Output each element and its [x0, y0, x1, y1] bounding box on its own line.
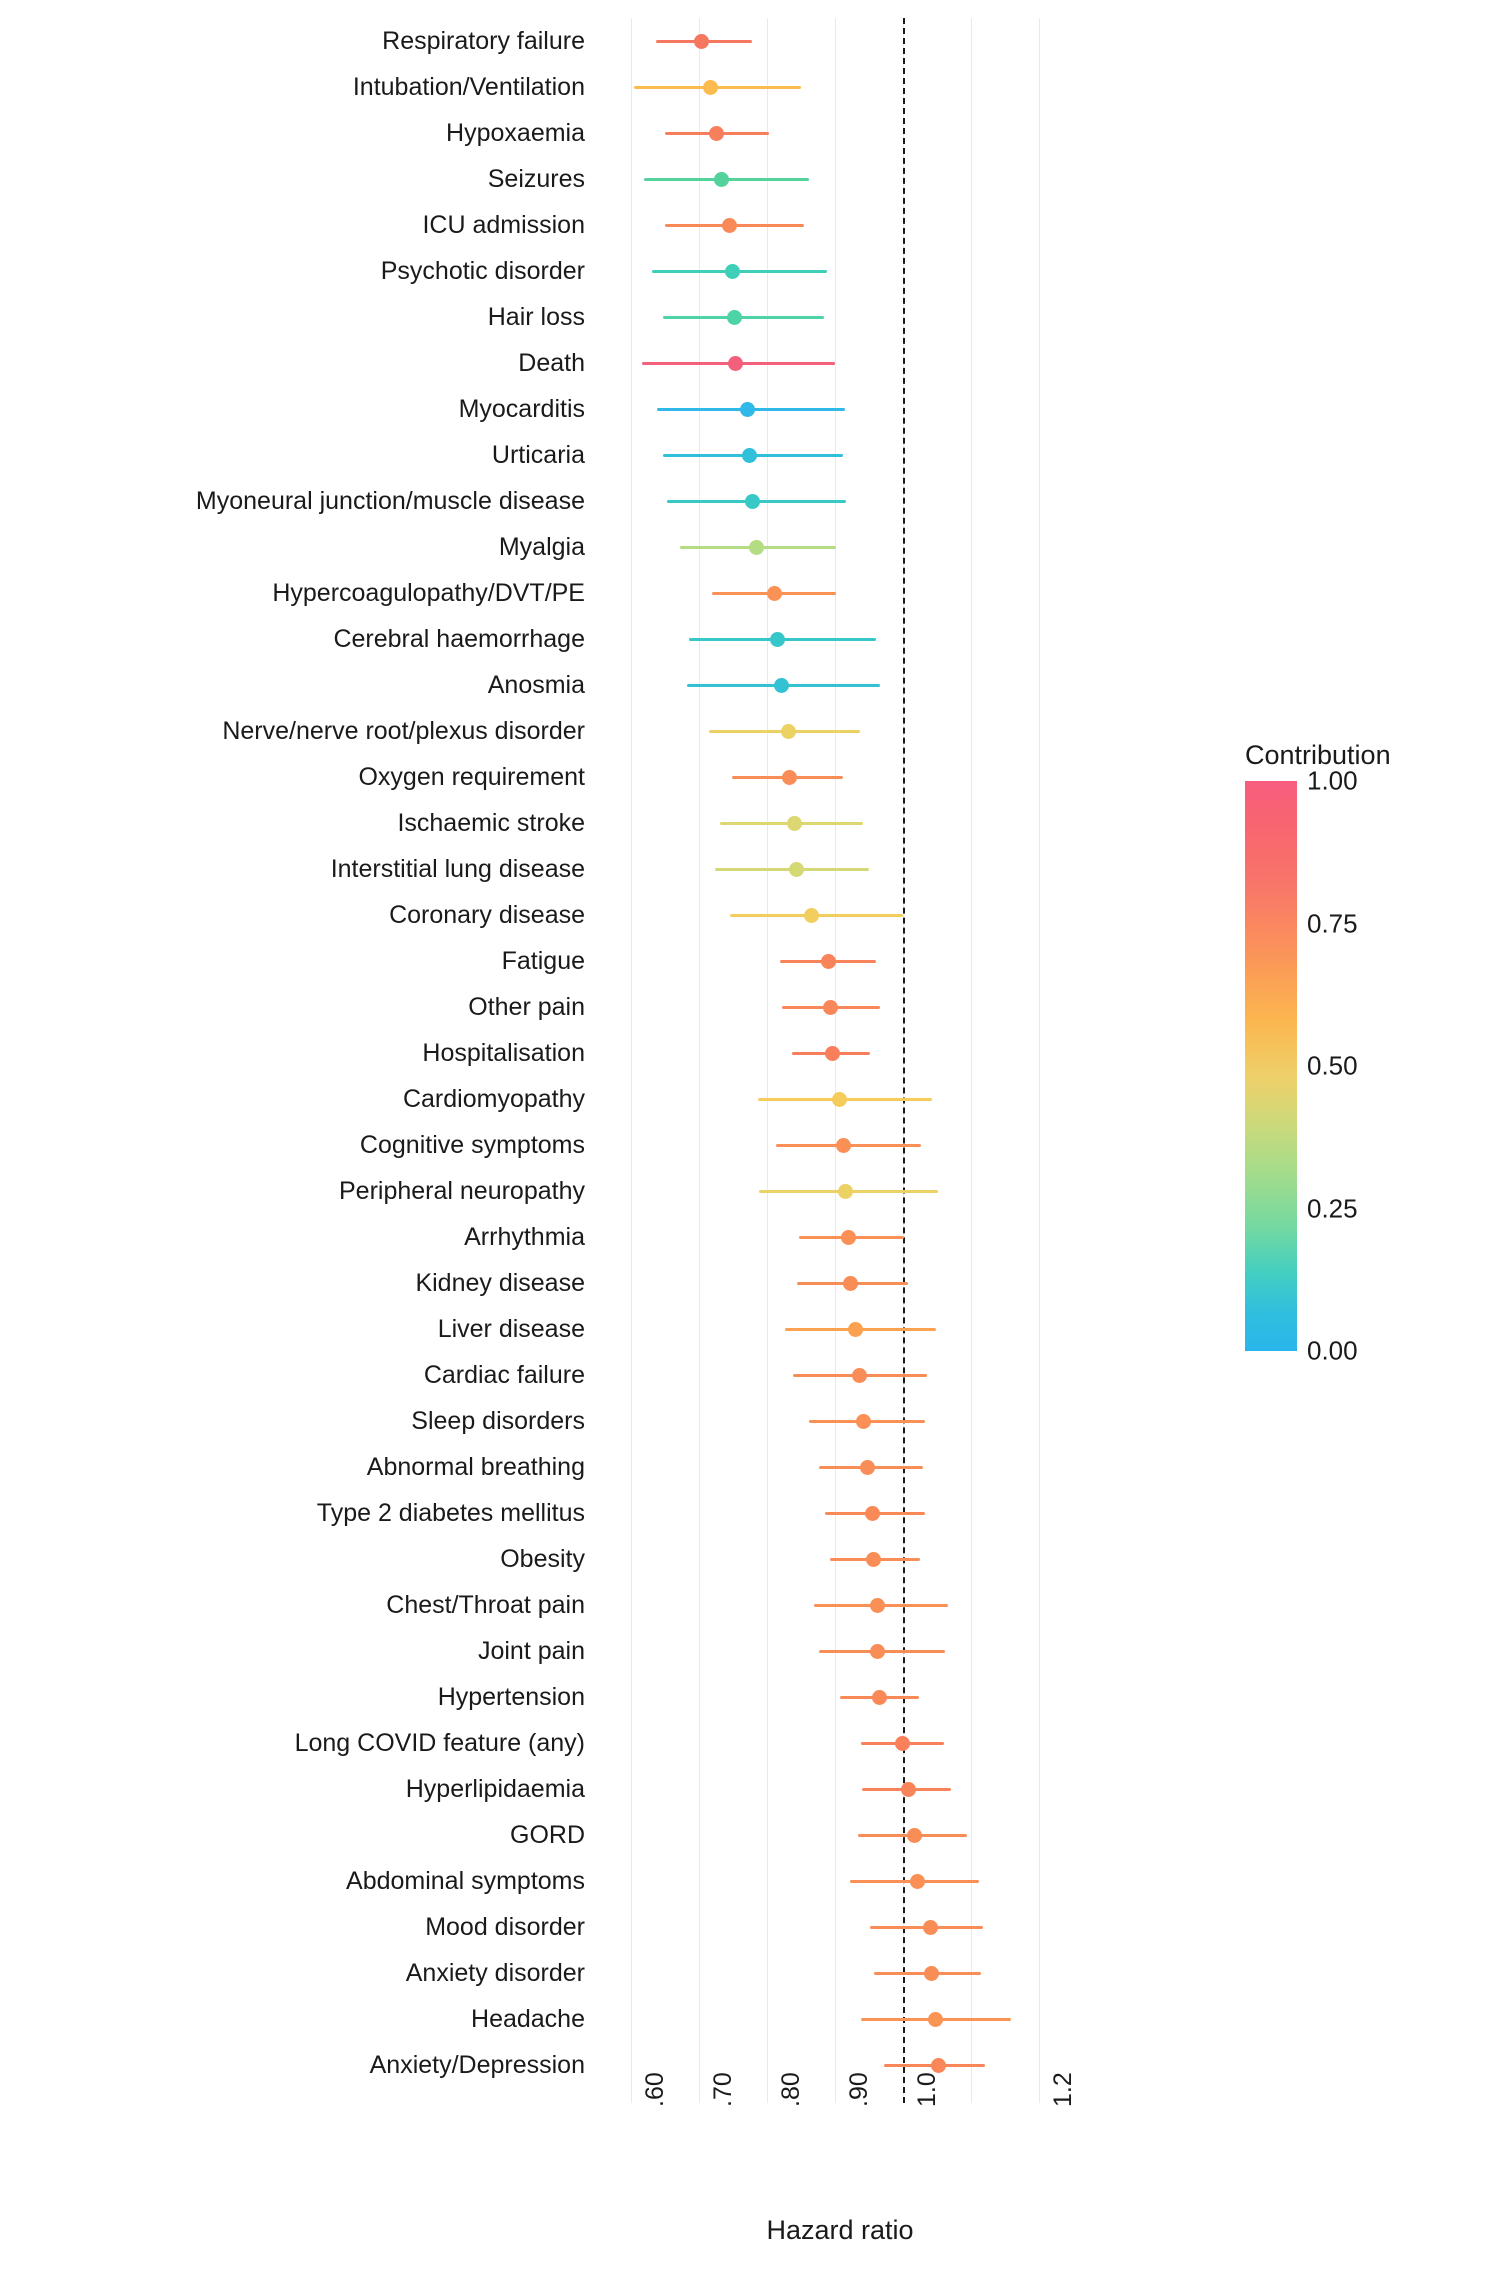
- x-tick-label: .80: [776, 2072, 805, 2107]
- y-axis-label: Sleep disorders: [411, 1407, 585, 1435]
- estimate-point: [714, 172, 729, 187]
- estimate-point: [781, 724, 796, 739]
- forest-row: [600, 478, 1080, 524]
- y-axis-label: Cerebral haemorrhage: [333, 625, 585, 653]
- legend-tick-label: 1.00: [1307, 765, 1358, 796]
- forest-row: [600, 1720, 1080, 1766]
- forest-row: [600, 846, 1080, 892]
- estimate-point: [870, 1644, 885, 1659]
- plot-area: [600, 18, 1080, 2103]
- estimate-point: [901, 1782, 916, 1797]
- legend-body: [1245, 765, 1455, 1366]
- estimate-point: [725, 264, 740, 279]
- estimate-point: [860, 1460, 875, 1475]
- legend-tick-label: 0.00: [1307, 1335, 1358, 1366]
- forest-row: [600, 708, 1080, 754]
- estimate-point: [924, 1966, 939, 1981]
- forest-row: [600, 1858, 1080, 1904]
- y-axis-label: Cardiomyopathy: [402, 1085, 585, 1113]
- forest-row: [600, 570, 1080, 616]
- estimate-point: [923, 1920, 938, 1935]
- y-axis-label: Joint pain: [477, 1637, 585, 1665]
- estimate-point: [825, 1046, 840, 1061]
- estimate-point: [870, 1598, 885, 1613]
- x-tick-label: .90: [844, 2072, 873, 2107]
- estimate-point: [866, 1552, 881, 1567]
- estimate-point: [841, 1230, 856, 1245]
- estimate-point: [832, 1092, 847, 1107]
- y-axis-label: Ischaemic stroke: [397, 809, 585, 837]
- estimate-point: [931, 2058, 946, 2073]
- estimate-point: [767, 586, 782, 601]
- estimate-point: [727, 310, 742, 325]
- y-axis-label: Hyperlipidaemia: [405, 1775, 585, 1803]
- forest-row: [600, 18, 1080, 64]
- forest-row: [600, 1030, 1080, 1076]
- forest-row: [600, 432, 1080, 478]
- forest-row: [600, 1996, 1080, 2042]
- forest-row: [600, 1766, 1080, 1812]
- y-axis-label: Abdominal symptoms: [346, 1867, 585, 1895]
- estimate-point: [694, 34, 709, 49]
- forest-row: [600, 294, 1080, 340]
- y-axis-label: Abnormal breathing: [366, 1453, 585, 1481]
- forest-row: [600, 1950, 1080, 1996]
- y-axis-label: Hospitalisation: [422, 1039, 585, 1067]
- y-axis-label: Oxygen requirement: [358, 763, 585, 791]
- y-axis-label: Respiratory failure: [382, 27, 585, 55]
- forest-row: [600, 524, 1080, 570]
- estimate-point: [852, 1368, 867, 1383]
- estimate-point: [821, 954, 836, 969]
- y-axis-label: Interstitial lung disease: [330, 855, 585, 883]
- forest-row: [600, 662, 1080, 708]
- forest-row: [600, 616, 1080, 662]
- y-axis-label: Urticaria: [491, 441, 585, 469]
- y-axis-label: Kidney disease: [415, 1269, 585, 1297]
- estimate-point: [804, 908, 819, 923]
- legend-title: Contribution: [1245, 740, 1391, 770]
- x-tick-label: .70: [708, 2072, 737, 2107]
- estimate-point: [740, 402, 755, 417]
- forest-row: [600, 984, 1080, 1030]
- y-axis-label: Seizures: [487, 165, 585, 193]
- forest-row: [600, 156, 1080, 202]
- forest-row: [600, 754, 1080, 800]
- y-axis-label: Myalgia: [498, 533, 585, 561]
- y-axis-label: Obesity: [500, 1545, 585, 1573]
- y-axis-label: Anxiety/Depression: [369, 2051, 585, 2079]
- estimate-point: [848, 1322, 863, 1337]
- y-axis-label: Peripheral neuropathy: [339, 1177, 585, 1205]
- forest-row: [600, 386, 1080, 432]
- estimate-point: [907, 1828, 922, 1843]
- estimate-point: [709, 126, 724, 141]
- forest-row: [600, 938, 1080, 984]
- forest-row: [600, 1812, 1080, 1858]
- y-axis-labels: [0, 18, 585, 2103]
- y-axis-label: Chest/Throat pain: [386, 1591, 585, 1619]
- forest-row: [600, 1904, 1080, 1950]
- forest-row: [600, 202, 1080, 248]
- estimate-point: [836, 1138, 851, 1153]
- forest-row: [600, 1536, 1080, 1582]
- estimate-point: [703, 80, 718, 95]
- forest-row: [600, 1490, 1080, 1536]
- y-axis-label: Intubation/Ventilation: [352, 73, 585, 101]
- forest-row: [600, 64, 1080, 110]
- y-axis-label: Other pain: [468, 993, 585, 1021]
- forest-row: [600, 1076, 1080, 1122]
- estimate-point: [865, 1506, 880, 1521]
- forest-row: [600, 2042, 1080, 2088]
- y-axis-label: Cardiac failure: [423, 1361, 585, 1389]
- y-axis-label: Hypoxaemia: [446, 119, 585, 147]
- estimate-point: [910, 1874, 925, 1889]
- x-tick-label: 1.0: [912, 2072, 941, 2107]
- estimate-point: [928, 2012, 943, 2027]
- confidence-interval-bar: [663, 316, 824, 319]
- x-axis: [600, 2072, 1080, 2223]
- legend-colorbar: [1245, 781, 1297, 1351]
- estimate-point: [838, 1184, 853, 1199]
- y-axis-label: ICU admission: [422, 211, 585, 239]
- y-axis-label: Headache: [471, 2005, 585, 2033]
- y-axis-label: Coronary disease: [389, 901, 585, 929]
- estimate-point: [789, 862, 804, 877]
- estimate-point: [728, 356, 743, 371]
- estimate-point: [872, 1690, 887, 1705]
- y-axis-label: Anxiety disorder: [405, 1959, 585, 1987]
- y-axis-label: Arrhythmia: [464, 1223, 585, 1251]
- y-axis-label: Anosmia: [487, 671, 585, 699]
- y-axis-label: Hypertension: [437, 1683, 585, 1711]
- x-tick-label: .60: [640, 2072, 669, 2107]
- forest-row: [600, 1352, 1080, 1398]
- estimate-point: [823, 1000, 838, 1015]
- forest-row: [600, 1628, 1080, 1674]
- y-axis-label: Myoneural junction/muscle disease: [195, 487, 585, 515]
- estimate-point: [770, 632, 785, 647]
- estimate-point: [774, 678, 789, 693]
- forest-row: [600, 1674, 1080, 1720]
- legend-tick-label: 0.25: [1307, 1193, 1358, 1223]
- estimate-point: [856, 1414, 871, 1429]
- forest-row: [600, 1214, 1080, 1260]
- legend: [1245, 740, 1495, 1366]
- y-axis-label: Death: [518, 349, 585, 377]
- y-axis-label: Hypercoagulopathy/DVT/PE: [272, 579, 585, 607]
- legend-tick-label: 0.50: [1307, 1050, 1358, 1081]
- forest-row: [600, 110, 1080, 156]
- y-axis-label: Myocarditis: [458, 395, 585, 423]
- y-axis-label: Fatigue: [501, 947, 585, 975]
- y-axis-label: Hair loss: [487, 303, 585, 331]
- y-axis-label: Cognitive symptoms: [359, 1131, 585, 1159]
- estimate-point: [745, 494, 760, 509]
- y-axis-label: Nerve/nerve root/plexus disorder: [222, 717, 585, 745]
- forest-row: [600, 248, 1080, 294]
- y-axis-label: GORD: [510, 1821, 585, 1849]
- forest-row: [600, 800, 1080, 846]
- forest-row: [600, 892, 1080, 938]
- forest-row: [600, 1260, 1080, 1306]
- estimate-point: [787, 816, 802, 831]
- forest-row: [600, 1444, 1080, 1490]
- forest-row: [600, 340, 1080, 386]
- forest-row: [600, 1398, 1080, 1444]
- estimate-point: [843, 1276, 858, 1291]
- y-axis-label: Type 2 diabetes mellitus: [316, 1499, 585, 1527]
- estimate-point: [742, 448, 757, 463]
- legend-tick-label: 0.75: [1307, 908, 1358, 938]
- y-axis-label: Psychotic disorder: [380, 257, 585, 285]
- estimate-point: [782, 770, 797, 785]
- forest-row: [600, 1122, 1080, 1168]
- estimate-point: [722, 218, 737, 233]
- y-axis-label: Long COVID feature (any): [294, 1729, 585, 1757]
- x-tick-label: 1.2: [1049, 2072, 1078, 2107]
- forest-row: [600, 1582, 1080, 1628]
- y-axis-label: Mood disorder: [425, 1913, 585, 1941]
- forest-row: [600, 1306, 1080, 1352]
- forest-row: [600, 1168, 1080, 1214]
- estimate-point: [749, 540, 764, 555]
- y-axis-label: Liver disease: [437, 1315, 585, 1343]
- x-axis-title: Hazard ratio: [766, 2215, 914, 2245]
- estimate-point: [895, 1736, 910, 1751]
